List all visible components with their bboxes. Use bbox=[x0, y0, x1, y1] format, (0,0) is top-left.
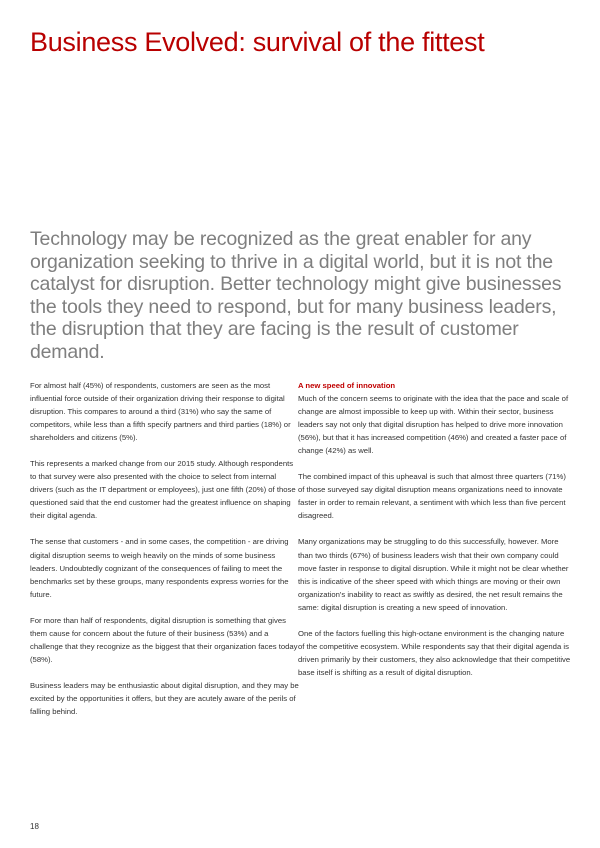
body-paragraph: For almost half (45%) of respondents, customers are seen as the most influential force outside of their organization driving their response to digital disruption. This compares to around a third (31%) who say the same of competitors, while less than a fifth specify partners and third parties (18%) or shareholders and citizens (5%). bbox=[30, 381, 291, 443]
intro-paragraph: Technology may be recognized as the great enabler for any organization seeking to thrive in a digital world, but it is not the catalyst for disruption. Better technology might give businesses the tools they need to respond, but for many business leaders, the disruption that they are facing is the result of customer demand. bbox=[30, 228, 562, 363]
body-paragraph: One of the factors fuelling this high-octane environment is the changing nature of the competitive ecosystem. While respondents say that their digital agenda is driven primarily by their customers, they also acknowledge that their competitive base itself is shifting as a result of digital disruption. bbox=[298, 628, 571, 677]
page-number: 18 bbox=[30, 822, 39, 831]
left-column bbox=[30, 379, 300, 731]
section-subheading: A new speed of innovation bbox=[298, 381, 396, 390]
body-paragraph: The combined impact of this upheaval is such that almost three quarters (71%) of those surveyed say digital disruption means organizations need to innovate faster in order to remain relevant, a sentiment with which less than five percent disagreed. bbox=[298, 472, 566, 521]
body-paragraph: Business leaders may be enthusiastic about digital disruption, and they may be excited by the opportunities it offers, but they are acutely aware of the perils of falling behind. bbox=[30, 680, 299, 716]
body-paragraph: The sense that customers - and in some cases, the competition - are driving digital disruption seems to weigh heavily on the minds of some business leaders. Undoubtedly cognizant of the consequences of failing to meet the benchmarks set by these groups, many respondents express worries for the future. bbox=[30, 537, 289, 599]
body-paragraph: Many organizations may be struggling to do this successfully, however. More than two thirds (67%) of business leaders wish that their own company could move faster in response to digital disruption. While it might not be clear whether this is indicative of the sheer speed with which things are moving or their own organization's inability to react as swiftly as desired, the net result remains the same: digital disruption is creating a new speed of innovation. bbox=[298, 537, 569, 612]
body-paragraph: For more than half of respondents, digital disruption is something that gives them cause for concern about the future of their business (53%) and a challenge that they recognize as the biggest that their organization faces today (58%). bbox=[30, 615, 298, 664]
page-title: Business Evolved: survival of the fittest bbox=[30, 27, 485, 57]
body-paragraph: Much of the concern seems to originate with the idea that the pace and scale of change are almost impossible to keep up with. Within their sector, business leaders say not only that digital disruption has helped to drive more innovation (56%), but that it has increased competition (46%) and created a faster pace of change (42%) as well. bbox=[298, 394, 569, 456]
body-paragraph: This represents a marked change from our 2015 study. Although respondents to that survey were also presented with the choice to select from internal drivers (such as the IT department or employees), just one fifth (20%) of those questioned said that the end customer had the greatest influence on shaping their digital agenda. bbox=[30, 459, 296, 521]
right-column bbox=[298, 379, 572, 692]
